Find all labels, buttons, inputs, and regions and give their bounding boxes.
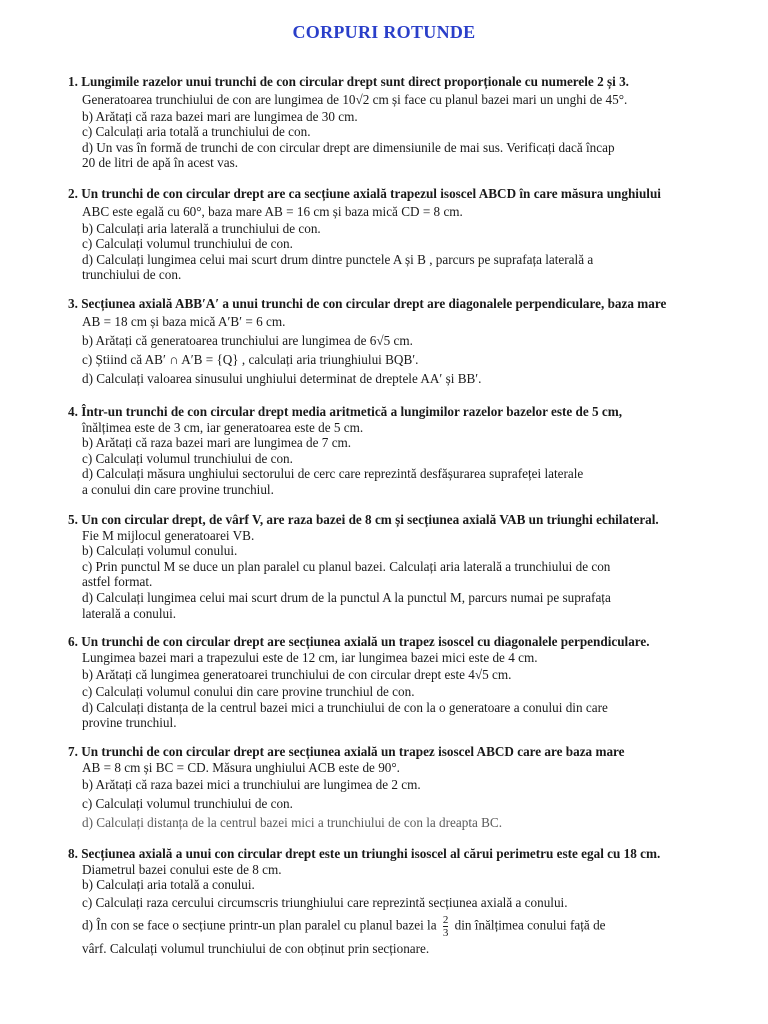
problem-7-part-d: d) Calculați distanța de la centrul bazei mici a trunchiului de con la dreapta BC. bbox=[82, 815, 503, 831]
fraction-two-thirds bbox=[443, 914, 449, 939]
problem-8 bbox=[68, 846, 698, 958]
problem-1 bbox=[68, 74, 698, 171]
problem-3-statement: 3. Secțiunea axială ABB′A′ a unui trunchi de con circular drept are diagonalele perpendiculare, baza mare bbox=[68, 296, 667, 311]
problem-8-line-2: Diametrul bazei conului este de 8 cm. bbox=[82, 861, 282, 877]
problem-5 bbox=[68, 512, 698, 621]
problem-1-part-d: d) Un vas în formă de trunchi de con circular drept are dimensiunile de mai sus. Verificați dacă încap bbox=[82, 139, 615, 155]
problem-2-line-2: ABC este egală cu 60°, baza mare AB = 16 cm și baza mică CD = 8 cm. bbox=[82, 203, 463, 219]
problem-7-part-b: b) Arătați că raza bazei mici a trunchiului are lungimea de 2 cm. bbox=[82, 777, 421, 793]
problem-1-statement: 1. Lungimile razelor unui trunchi de con circular drept sunt direct proporționale cu numerele 2 și 3. bbox=[68, 74, 629, 89]
problem-7-statement: 7. Un trunchi de con circular drept are secțiunea axială un trapez isoscel ABCD care are baza mare bbox=[68, 744, 625, 759]
problem-5-part-c-cont: astfel format. bbox=[82, 574, 153, 590]
problem-2-statement: 2. Un trunchi de con circular drept are ca secțiune axială trapezul isoscel ABCD în care măsura unghiului bbox=[68, 186, 661, 201]
problem-2-part-d: d) Calculați lungimea celui mai scurt drum dintre punctele A și B , parcurs pe suprafața laterală a bbox=[82, 251, 594, 267]
problem-3-part-b: b) Arătați că generatoarea trunchiului are lungimea de 6√5 cm. bbox=[82, 332, 413, 348]
problem-6 bbox=[68, 634, 698, 731]
problem-4-part-b: b) Arătați că raza bazei mari are lungimea de 7 cm. bbox=[82, 435, 352, 451]
problem-8-part-d-cont: vârf. Calculați volumul trunchiului de con obținut prin secționare. bbox=[82, 940, 430, 956]
problem-4-line-2: înălțimea este de 3 cm, iar generatoarea este de 5 cm. bbox=[82, 419, 364, 435]
fraction-numerator: 2 bbox=[442, 913, 449, 926]
problem-7-part-c: c) Calculați volumul trunchiului de con. bbox=[82, 796, 293, 812]
problem-5-statement: 5. Un con circular drept, de vârf V, are raza bazei de 8 cm și secțiunea axială VAB un triunghi echilateral. bbox=[68, 512, 659, 527]
problem-8-part-d-text-2: din înălțimea conului față de bbox=[454, 917, 606, 933]
problem-6-part-c: c) Calculați volumul conului din care provine trunchiul de con. bbox=[82, 684, 415, 700]
problem-1-part-c: c) Calculați aria totală a trunchiului de con. bbox=[82, 124, 311, 140]
problem-6-statement: 6. Un trunchi de con circular drept are secțiunea axială un trapez isoscel cu diagonalele perpendiculare. bbox=[68, 634, 650, 649]
page-title: CORPURI ROTUNDE bbox=[292, 22, 476, 42]
fraction-denominator: 3 bbox=[442, 926, 449, 939]
problem-2-part-c: c) Calculați volumul trunchiului de con. bbox=[82, 236, 293, 252]
problem-1-line-2: Generatoarea trunchiului de con are lungimea de 10√2 cm și face cu planul bazei mari un unghi de 45°. bbox=[82, 91, 628, 107]
problem-5-part-d-cont: laterală a conului. bbox=[82, 605, 177, 621]
problem-1-part-d-cont: 20 de litri de apă în acest vas. bbox=[82, 155, 238, 171]
problem-2 bbox=[68, 186, 698, 283]
problem-3 bbox=[68, 296, 698, 388]
problem-8-part-d bbox=[68, 914, 698, 939]
problem-4-statement: 4. Într-un trunchi de con circular drept media aritmetică a lungimilor razelor bazelor este de 5 cm, bbox=[68, 404, 623, 419]
problem-4-part-d-cont: a conului din care provine trunchiul. bbox=[82, 481, 274, 497]
problem-8-part-d-text: d) În con se face o secțiune printr-un plan paralel cu planul bazei la bbox=[82, 917, 437, 933]
problem-5-part-d: d) Calculați lungimea celui mai scurt drum de la punctul A la punctul M, parcurs numai pe suprafața bbox=[82, 589, 611, 605]
problem-6-part-d-cont: provine trunchiul. bbox=[82, 715, 177, 731]
problem-5-part-c: c) Prin punctul M se duce un plan paralel cu planul bazei. Calculați aria laterală a trunchiului de con bbox=[82, 558, 611, 574]
problem-5-line-2: Fie M mijlocul generatoarei VB. bbox=[82, 527, 255, 543]
problem-4 bbox=[68, 404, 698, 498]
problem-7-line-2: AB = 8 cm și BC = CD. Măsura unghiului ACB este de 90°. bbox=[82, 759, 400, 775]
problem-6-part-d: d) Calculați distanța de la centrul bazei mici a trunchiului de con la o generatoare a conului din care bbox=[82, 699, 608, 715]
problem-4-part-c: c) Calculați volumul trunchiului de con. bbox=[82, 450, 293, 466]
problem-8-statement: 8. Secțiunea axială a unui con circular drept este un triunghi isoscel al cărui perimetru este egal cu 18 cm. bbox=[68, 846, 661, 861]
problem-3-line-2: AB = 18 cm și baza mică A′B′ = 6 cm. bbox=[82, 313, 286, 329]
problem-7 bbox=[68, 744, 698, 832]
problem-2-part-d-cont: trunchiului de con. bbox=[82, 267, 182, 283]
problem-2-part-b: b) Calculați aria laterală a trunchiului de con. bbox=[82, 220, 321, 236]
problem-5-part-b: b) Calculați volumul conului. bbox=[82, 543, 238, 559]
problem-1-part-b: b) Arătați că raza bazei mari are lungimea de 30 cm. bbox=[82, 108, 358, 124]
problem-6-part-b: b) Arătați că lungimea generatoarei trunchiului de con circular drept este 4√5 cm. bbox=[82, 667, 512, 683]
problem-3-part-c: c) Știind că AB′ ∩ A′B = {Q} , calculați aria triunghiului BQB′. bbox=[82, 351, 419, 367]
problem-8-part-c: c) Calculați raza cercului circumscris triunghiului care reprezintă secțiunea axială a conului. bbox=[82, 894, 568, 910]
problem-6-line-2: Lungimea bazei mari a trapezului este de 12 cm, iar lungimea bazei mici este de 4 cm. bbox=[82, 649, 538, 665]
problem-4-part-d: d) Calculați măsura unghiului sectorului de cerc care reprezintă desfășurarea suprafeței laterale bbox=[82, 466, 584, 482]
problem-8-part-b: b) Calculați aria totală a conului. bbox=[82, 877, 255, 893]
problem-3-part-d: d) Calculați valoarea sinusului unghiului determinat de dreptele AA′ și BB′. bbox=[82, 370, 482, 386]
